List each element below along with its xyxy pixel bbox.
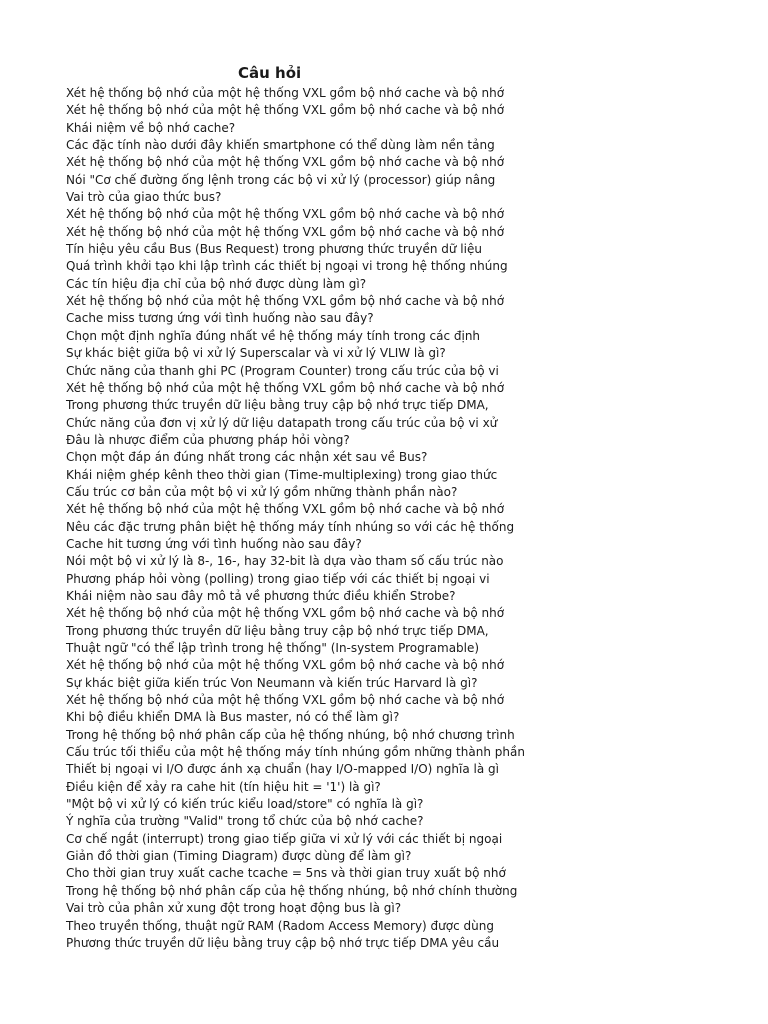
question-item: Khi bộ điều khiển DMA là Bus master, nó có thể làm gì? <box>66 710 400 725</box>
question-item: Xét hệ thống bộ nhớ của một hệ thống VXL gồm bộ nhớ cache và bộ nhớ <box>66 155 505 170</box>
question-item: Trong phương thức truyền dữ liệu bằng truy cập bộ nhớ trực tiếp DMA, <box>66 623 489 638</box>
question-item: Cache hit tương ứng với tình huống nào sau đây? <box>66 536 362 551</box>
question-item: Quá trình khởi tạo khi lập trình các thiết bị ngoại vi trong hệ thống nhúng <box>66 259 508 274</box>
question-item: Khái niệm nào sau đây mô tả về phương thức điều khiển Strobe? <box>66 588 456 603</box>
question-item: Xét hệ thống bộ nhớ của một hệ thống VXL gồm bộ nhớ cache và bộ nhớ <box>66 658 505 673</box>
question-item: Thiết bị ngoại vi I/O được ánh xạ chuẩn (hay I/O-mapped I/O) nghĩa là gì <box>66 762 499 777</box>
question-item: Ý nghĩa của trường "Valid" trong tổ chức của bộ nhớ cache? <box>66 814 424 829</box>
question-item: Phương pháp hỏi vòng (polling) trong giao tiếp với các thiết bị ngoại vi <box>66 571 490 586</box>
question-item: Xét hệ thống bộ nhớ của một hệ thống VXL gồm bộ nhớ cache và bộ nhớ <box>66 103 505 118</box>
question-item: Vai trò của phân xử xung đột trong hoạt động bus là gì? <box>66 901 402 916</box>
question-item: Theo truyền thống, thuật ngữ RAM (Radom Access Memory) được dùng <box>66 918 494 933</box>
question-item: Điều kiện để xảy ra cahe hit (tín hiệu hit = '1') là gì? <box>66 779 381 794</box>
question-item: Cấu trúc cơ bản của một bộ vi xử lý gồm những thành phần nào? <box>66 484 458 499</box>
question-item: Nói "Cơ chế đường ống lệnh trong các bộ vi xử lý (processor) giúp nâng <box>66 172 496 187</box>
question-item: Xét hệ thống bộ nhớ của một hệ thống VXL gồm bộ nhớ cache và bộ nhớ <box>66 606 505 621</box>
question-item: Các đặc tính nào dưới đây khiến smartphone có thể dùng làm nền tảng <box>66 138 495 153</box>
question-item: Chọn một đáp án đúng nhất trong các nhận xét sau về Bus? <box>66 450 428 465</box>
question-item: Sự khác biệt giữa kiến trúc Von Neumann và kiến trúc Harvard là gì? <box>66 675 478 690</box>
question-item: Sự khác biệt giữa bộ vi xử lý Superscalar và vi xử lý VLIW là gì? <box>66 346 446 361</box>
question-item: Chức năng của đơn vị xử lý dữ liệu datapath trong cấu trúc của bộ vi xử <box>66 415 498 430</box>
question-item: Khái niệm ghép kênh theo thời gian (Time-multiplexing) trong giao thức <box>66 467 498 482</box>
question-item: Cho thời gian truy xuất cache tcache = 5ns và thời gian truy xuất bộ nhớ <box>66 866 506 881</box>
question-item: Tín hiệu yêu cầu Bus (Bus Request) trong phương thức truyền dữ liệu <box>66 242 482 257</box>
question-item: Trong hệ thống bộ nhớ phân cấp của hệ thống nhúng, bộ nhớ chính thường <box>66 883 518 898</box>
question-item: Các tín hiệu địa chỉ của bộ nhớ được dùng làm gì? <box>66 276 367 291</box>
question-item: Khái niệm về bộ nhớ cache? <box>66 120 236 135</box>
question-item: Nói một bộ vi xử lý là 8-, 16-, hay 32-bit là dựa vào tham số cấu trúc nào <box>66 554 504 569</box>
question-item: Xét hệ thống bộ nhớ của một hệ thống VXL gồm bộ nhớ cache và bộ nhớ <box>66 502 505 517</box>
question-item: Xét hệ thống bộ nhớ của một hệ thống VXL gồm bộ nhớ cache và bộ nhớ <box>66 86 505 100</box>
question-item: Cơ chế ngắt (interrupt) trong giao tiếp giữa vi xử lý với các thiết bị ngoại <box>66 831 503 846</box>
question-item: Xét hệ thống bộ nhớ của một hệ thống VXL gồm bộ nhớ cache và bộ nhớ <box>66 224 505 239</box>
question-item: Chọn một định nghĩa đúng nhất về hệ thống máy tính trong các định <box>66 328 481 343</box>
question-item: Nêu các đặc trưng phân biệt hệ thống máy tính nhúng so với các hệ thống <box>66 519 515 534</box>
question-item: Phương thức truyền dữ liệu bằng truy cập bộ nhớ trực tiếp DMA yêu cầu <box>66 935 500 950</box>
question-item: Cấu trúc tối thiểu của một hệ thống máy tính nhúng gồm những thành phần <box>66 745 525 760</box>
question-item: Xét hệ thống bộ nhớ của một hệ thống VXL gồm bộ nhớ cache và bộ nhớ <box>66 207 505 222</box>
question-list <box>66 85 525 952</box>
question-item: Chức năng của thanh ghi PC (Program Counter) trong cấu trúc của bộ vi <box>66 363 499 378</box>
question-item: Đâu là nhược điểm của phương pháp hỏi vòng? <box>66 432 350 447</box>
question-item: Xét hệ thống bộ nhớ của một hệ thống VXL gồm bộ nhớ cache và bộ nhớ <box>66 294 505 309</box>
question-item: Trong phương thức truyền dữ liệu bằng truy cập bộ nhớ trực tiếp DMA, <box>66 398 489 413</box>
page-title: Câu hỏi <box>238 64 302 82</box>
question-item: Thuật ngữ "có thể lập trình trong hệ thống" (In-system Programable) <box>66 641 480 655</box>
question-item: Vai trò của giao thức bus? <box>66 190 222 205</box>
question-item: Giản đồ thời gian (Timing Diagram) được dùng để làm gì? <box>66 849 412 864</box>
question-item: Trong hệ thống bộ nhớ phân cấp của hệ thống nhúng, bộ nhớ chương trình <box>66 727 515 742</box>
question-item: "Một bộ vi xử lý có kiến trúc kiểu load/store" có nghĩa là gì? <box>66 797 424 812</box>
question-item: Xét hệ thống bộ nhớ của một hệ thống VXL gồm bộ nhớ cache và bộ nhớ <box>66 693 505 708</box>
question-item: Xét hệ thống bộ nhớ của một hệ thống VXL gồm bộ nhớ cache và bộ nhớ <box>66 380 505 395</box>
question-item: Cache miss tương ứng với tình huống nào sau đây? <box>66 311 374 326</box>
